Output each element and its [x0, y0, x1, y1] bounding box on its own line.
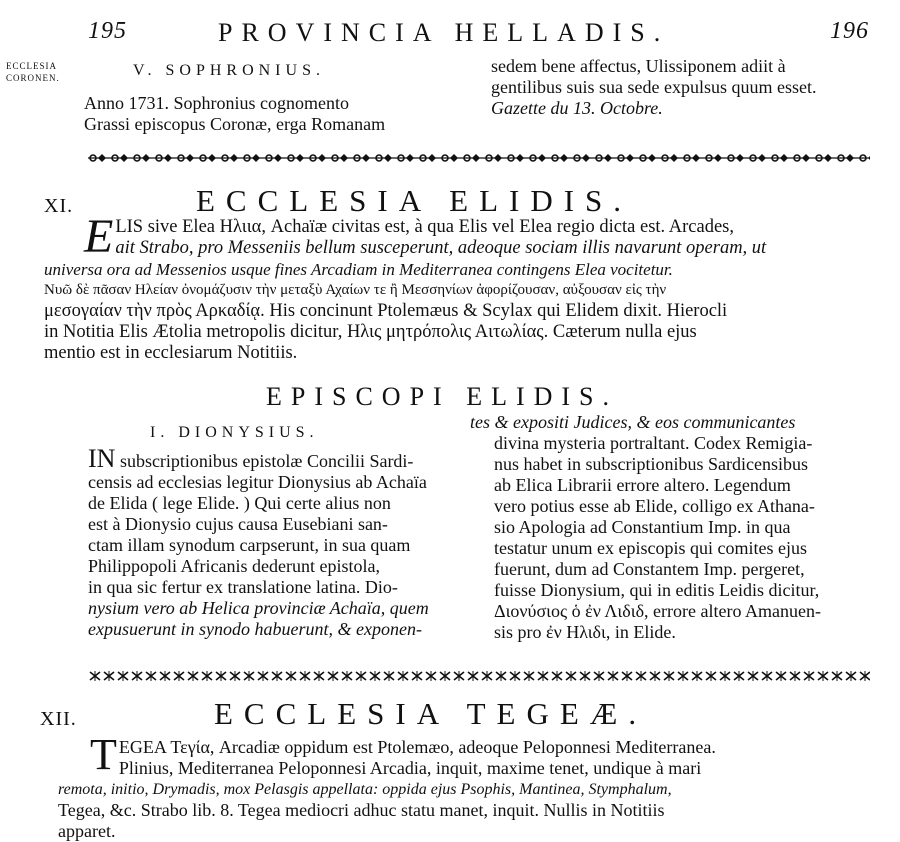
text-line-rest: subscriptionibus epistolæ Concilii Sardi- — [115, 451, 414, 471]
text-line: Διονύσιος ὁ ἐν Λιδιδ, errore altero Amanuen- — [494, 601, 821, 621]
text-line: ctam illam synodum carpserunt, in sua quam — [88, 535, 411, 555]
text-line: vero potius esse ab Elide, colligo ex Athana- — [494, 496, 815, 516]
text-line: Anno 1731. Sophronius cognomento — [84, 93, 349, 113]
dionysius-left-column — [88, 444, 468, 640]
text-line: EGEA Τεγία, Arcadiæ oppidum est Ptolemæo, adeoque Peloponnesi Mediterranea. — [118, 737, 716, 757]
margin-note-line: ECCLESIA — [6, 61, 58, 71]
drop-cap: E — [84, 210, 114, 263]
text-line: fuerunt, dum ad Constantem Imp. pergeret, — [494, 559, 805, 579]
text-line: in Notitia Elis Ætolia metropolis dicitur, Ηλις μητρόπολις Αιτωλίας. Cæterum nulla ejus — [44, 322, 697, 342]
text-line: remota, initio, Drymadis, mox Pelasgis appellata: oppida ejus Psophis, Mantinea, Stymphalum, — [58, 781, 672, 798]
section-number: XII. — [40, 708, 77, 730]
text-line: Tegea, &c. Strabo lib. 8. Tegea mediocri adhuc statu manet, inquit. Nullis in Notitiis — [58, 800, 665, 820]
text-line: nysium vero ab Helica provinciæ Achaïa, quem — [88, 598, 429, 618]
page-number-right: 196 — [830, 18, 869, 44]
text-line: apparet. — [58, 821, 116, 841]
subsection-title: EPISCOPI ELIDIS. — [266, 382, 619, 411]
text-line: ab Elica Librarii errore altero. Legendum — [494, 475, 791, 495]
text-line: sis pro ἐν Ηλιδι, in Elide. — [494, 622, 676, 642]
section-title: ECCLESIA TEGEÆ. — [214, 696, 648, 731]
text-line: sedem bene affectus, Ulissiponem adiit à — [491, 56, 786, 76]
margin-note-line: CORONEN. — [6, 73, 60, 83]
text-line: testatur unum ex episcopis qui comites ejus — [494, 538, 807, 558]
text-line: divina mysteria portraltant. Codex Remigia- — [494, 433, 813, 453]
text-line: μεσογαίαν τὴν πρὸς Αρκαδίᾳ. His concinunt Ptolemæus & Scylax qui Elidem dixit. Hierocli — [44, 301, 728, 321]
section-title: ECCLESIA ELIDIS. — [196, 183, 633, 218]
section-number: XI. — [44, 195, 74, 217]
text-line: Philippopoli Africanis dederunt epistola, — [88, 556, 380, 576]
drop-cap: IN — [88, 444, 116, 473]
page-number-left: 195 — [88, 18, 127, 44]
text-line: Grassi episcopus Coronæ, erga Romanam — [84, 114, 386, 134]
dionysius-right-column — [470, 412, 880, 643]
dionysius-heading: I. DIONYSIUS. — [150, 424, 319, 441]
text-line: Gazette du 13. Octobre. — [491, 98, 663, 118]
text-line: sio Apologia ad Constantium Imp. in qua — [494, 517, 791, 537]
text-line: Plinius, Mediterranea Peloponnesi Arcadia, inquit, maxime tenet, undique à mari — [118, 758, 702, 778]
sophronius-heading: V. SOPHRONIUS. — [133, 62, 325, 79]
sophronius-right-column — [491, 56, 881, 119]
ornament-band-icon — [88, 671, 870, 681]
text-line: gentilibus suis sua sede expulsus quum esset. — [491, 77, 817, 97]
text-line: LIS sive Elea Ηλιια, Achaïæ civitas est, à qua Elis vel Elea regio dicta est. Arcades, — [115, 217, 734, 237]
sophronius-left-column — [84, 93, 464, 135]
text-line: fuisse Dionysium, qui in editis Leidis dicitur, — [494, 580, 820, 600]
ornament-band-icon — [88, 153, 870, 163]
tegea-paragraph — [58, 730, 890, 842]
elis-paragraph — [44, 210, 884, 364]
text-line: censis ad ecclesias legitur Dionysius ab Achaïa — [88, 472, 427, 492]
text-line — [88, 444, 468, 473]
text-line: est à Dionysio cujus causa Eusebiani san- — [88, 514, 388, 534]
text-line: expusuerunt in synodo habuerunt, & exponen- — [88, 619, 422, 639]
text-line: universa ora ad Messenios usque fines Arcadiam in Mediterranea contingens Elea vocitetur. — [44, 260, 673, 279]
text-line: in qua sic fertur ex translatione latina. Dio- — [88, 577, 398, 597]
text-line: mentio est in ecclesiarum Notitiis. — [44, 343, 298, 363]
text-line: Νυῶ δὲ πᾶσαν Ηλείαν ὀνομάζυσιν τὴν μεταξὺ Αχαίων τε ἢ Μεσσηνίων ἀφορίζουσαν, αὐξουσαν εἰς τὴν — [44, 282, 667, 298]
text-line: de Elida ( lege Elide. ) Qui certe alius non — [88, 493, 391, 513]
text-line: ait Strabo, pro Messeniis bellum susceperunt, adeoque sociam illis navarunt operam, ut — [115, 238, 767, 258]
text-line: tes & expositi Judices, & eos communicantes — [470, 412, 796, 432]
margin-note — [6, 60, 60, 84]
text-line: nus habet in subscriptionibus Sardicensibus — [494, 454, 808, 474]
drop-cap: T — [90, 730, 117, 779]
running-title: PROVINCIA HELLADIS. — [218, 18, 670, 47]
